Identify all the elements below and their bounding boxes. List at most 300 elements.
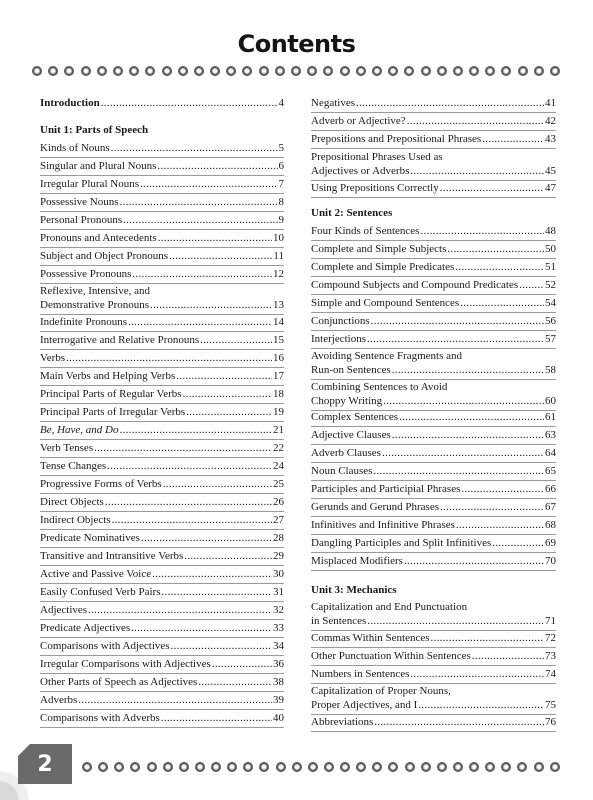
toc-entry	[311, 380, 556, 408]
toc-entry	[311, 296, 556, 310]
toc-entry-title: Other Punctuation Within Sentences	[311, 650, 471, 662]
toc-entry	[40, 213, 284, 227]
entry-divider	[311, 197, 556, 198]
dot-leader	[112, 513, 272, 527]
toc-entry-title: in Sentences	[311, 615, 367, 627]
entry-divider	[311, 130, 556, 131]
dot-leader	[460, 296, 544, 310]
spiral-ring-icon	[517, 762, 527, 772]
toc-entry	[40, 513, 284, 527]
toc-entry	[311, 114, 556, 128]
toc-entry-title: Noun Clauses	[311, 465, 373, 477]
dot-leader	[105, 495, 272, 509]
entry-divider	[311, 180, 556, 181]
entry-divider	[311, 379, 556, 380]
toc-entry-page: 50	[545, 243, 556, 255]
entry-divider	[311, 276, 556, 277]
spiral-ring-icon	[340, 66, 350, 76]
toc-entry-page: 17	[273, 370, 284, 382]
toc-entry-page: 65	[545, 465, 556, 477]
toc-entry-page: 10	[273, 232, 284, 244]
spiral-ring-icon	[259, 66, 269, 76]
entry-divider	[40, 709, 284, 710]
entry-divider	[40, 157, 284, 158]
spiral-ring-icon	[81, 66, 91, 76]
toc-entry-title: Principal Parts of Irregular Verbs	[40, 406, 186, 418]
spiral-ring-icon	[453, 66, 463, 76]
toc-entry-title: Adjective Clauses	[311, 429, 391, 441]
toc-entry-title: Comparisons with Adverbs	[40, 712, 160, 724]
unit-heading	[311, 206, 556, 220]
spiral-ring-icon	[324, 762, 334, 772]
toc-entry	[311, 349, 556, 377]
spiral-ring-icon	[501, 66, 511, 76]
dot-leader	[131, 621, 272, 635]
entry-divider	[311, 647, 556, 648]
toc-entry	[311, 314, 556, 328]
toc-entry-title: Choppy Writing	[311, 395, 383, 407]
toc-entry-page: 76	[545, 716, 556, 728]
entry-divider	[311, 665, 556, 666]
spiral-ring-icon	[323, 66, 333, 76]
toc-entry	[40, 195, 284, 209]
toc-entry	[311, 500, 556, 514]
spiral-ring-icon	[518, 66, 528, 76]
spiral-ring-icon	[145, 66, 155, 76]
entry-divider	[40, 655, 284, 656]
toc-entry	[40, 441, 284, 455]
toc-entry-page: 8	[278, 196, 284, 208]
dot-leader	[186, 405, 272, 419]
toc-entry-page: 60	[545, 395, 556, 407]
toc-entry-page: 21	[273, 424, 284, 436]
spiral-ring-icon	[129, 66, 139, 76]
toc-entry	[311, 428, 556, 442]
toc-entry-page: 70	[545, 555, 556, 567]
toc-entry-page: 7	[278, 178, 284, 190]
toc-entry-title: Using Prepositions Correctly	[311, 182, 439, 194]
toc-entry-page: 12	[273, 268, 284, 280]
dot-leader	[200, 333, 272, 347]
spiral-ring-icon	[534, 762, 544, 772]
spiral-ring-icon	[437, 66, 447, 76]
toc-entry	[311, 278, 556, 292]
dot-leader	[184, 549, 272, 563]
toc-entry-page: 58	[545, 364, 556, 376]
dot-leader	[382, 446, 544, 460]
toc-entry-title: Active and Passive Voice	[40, 568, 152, 580]
entry-divider	[40, 229, 284, 230]
spiral-ring-icon	[114, 762, 124, 772]
entry-divider	[311, 240, 556, 241]
toc-entry	[311, 482, 556, 496]
toc-entry-page: 27	[273, 514, 284, 526]
toc-entry-page: 16	[273, 352, 284, 364]
spiral-ring-icon	[292, 762, 302, 772]
toc-entry-title-line1: Reflexive, Intensive, and	[40, 285, 150, 297]
spiral-ring-icon	[194, 66, 204, 76]
entry-divider	[311, 714, 556, 715]
toc-entry	[40, 333, 284, 347]
toc-entry-page: 26	[273, 496, 284, 508]
dot-leader	[410, 164, 544, 178]
dot-leader	[392, 428, 544, 442]
spiral-ring-icon	[64, 66, 74, 76]
toc-entry-title-line1: Avoiding Sentence Fragments and	[311, 350, 463, 362]
page-number: 2	[37, 751, 53, 777]
toc-entry	[311, 181, 556, 195]
dot-leader	[492, 536, 544, 550]
spiral-ring-icon	[421, 66, 431, 76]
page-title: Contents	[237, 30, 356, 58]
dot-leader	[356, 96, 544, 110]
toc-entry-page: 18	[273, 388, 284, 400]
toc-entry-title: Gerunds and Gerund Phrases	[311, 501, 439, 513]
dot-leader	[456, 518, 544, 532]
dot-leader	[407, 114, 544, 128]
dot-leader	[150, 298, 272, 312]
toc-entry-page: 75	[545, 699, 556, 711]
toc-entry-title: Prepositions and Prepositional Phrases	[311, 133, 482, 145]
toc-entry-title: Negatives	[311, 97, 355, 109]
toc-entry	[40, 405, 284, 419]
spiral-ring-row-top	[32, 66, 560, 76]
toc-entry-page: 24	[273, 460, 284, 472]
toc-entry-title: Predicate Adjectives	[40, 622, 131, 634]
entry-divider	[311, 148, 556, 149]
entry-divider	[311, 348, 556, 349]
dot-leader	[94, 441, 272, 455]
dot-leader	[157, 159, 277, 173]
toc-entry-title: Complete and Simple Predicates	[311, 261, 455, 273]
spiral-ring-icon	[388, 762, 398, 772]
toc-entry	[40, 267, 284, 281]
toc-entry-page: 66	[545, 483, 556, 495]
toc-entry	[40, 423, 284, 437]
toc-entry-title: Subject and Object Pronouns	[40, 250, 169, 262]
dot-leader	[120, 195, 278, 209]
toc-entry-title: Be, Have, and Do	[40, 424, 119, 436]
dot-leader	[367, 614, 544, 628]
toc-entry	[40, 585, 284, 599]
toc-entry-title: Irregular Plural Nouns	[40, 178, 139, 190]
toc-entry-title: Main Verbs and Helping Verbs	[40, 370, 176, 382]
entry-divider	[40, 403, 284, 404]
toc-entry-title: Irregular Comparisons with Adjectives	[40, 658, 211, 670]
toc-entry	[40, 477, 284, 491]
toc-entry-title: Adverb Clauses	[311, 447, 381, 459]
toc-entry	[40, 495, 284, 509]
entry-divider	[311, 410, 556, 411]
toc-entry-title-line1: Capitalization of Proper Nouns,	[311, 685, 451, 697]
dot-leader	[140, 177, 278, 191]
toc-entry-page: 52	[545, 279, 556, 291]
toc-entry-title: Introduction	[40, 97, 100, 109]
dot-leader	[431, 631, 544, 645]
dot-leader	[383, 394, 544, 408]
toc-entry	[40, 231, 284, 245]
toc-entry-page: 51	[545, 261, 556, 273]
toc-entry-title: Conjunctions	[311, 315, 370, 327]
toc-entry-title: Adjectives or Adverbs	[311, 165, 410, 177]
spiral-ring-icon	[227, 762, 237, 772]
toc-entry-title: Other Parts of Speech as Adjectives	[40, 676, 198, 688]
toc-entry-page: 56	[545, 315, 556, 327]
toc-entry-page: 39	[273, 694, 284, 706]
toc-entry	[311, 554, 556, 568]
spiral-ring-icon	[98, 762, 108, 772]
spiral-ring-icon	[356, 762, 366, 772]
toc-entry	[311, 649, 556, 663]
toc-entry-title: Direct Objects	[40, 496, 104, 508]
entry-divider	[40, 511, 284, 512]
entry-divider	[40, 367, 284, 368]
spiral-ring-icon	[469, 66, 479, 76]
toc-entry	[40, 603, 284, 617]
entry-divider	[40, 619, 284, 620]
spiral-ring-icon	[405, 762, 415, 772]
toc-entry	[311, 224, 556, 238]
toc-entry-title: Verbs	[40, 352, 66, 364]
toc-entry-title: Possessive Nouns	[40, 196, 119, 208]
toc-entry-title: Dangling Participles and Split Infinitives	[311, 537, 492, 549]
entry-divider	[40, 349, 284, 350]
toc-entry	[40, 531, 284, 545]
toc-entry-title: Indirect Objects	[40, 514, 111, 526]
entry-divider	[311, 330, 556, 331]
toc-entry-title: Numbers in Sentences	[311, 668, 410, 680]
toc-entry-title: Complex Sentences	[311, 411, 399, 423]
toc-entry-title-line1: Capitalization and End Punctuation	[311, 601, 468, 613]
entry-divider	[40, 385, 284, 386]
spiral-ring-icon	[195, 762, 205, 772]
spiral-ring-icon	[32, 66, 42, 76]
entry-divider	[311, 480, 556, 481]
spiral-ring-icon	[501, 762, 511, 772]
toc-entry-title: Principal Parts of Regular Verbs	[40, 388, 182, 400]
entry-divider	[40, 193, 284, 194]
entry-divider	[311, 731, 556, 732]
entry-divider	[311, 516, 556, 517]
spiral-ring-icon	[356, 66, 366, 76]
toc-entry-page: 30	[273, 568, 284, 580]
spiral-ring-icon	[162, 66, 172, 76]
spiral-ring-icon	[307, 66, 317, 76]
unit-heading	[40, 123, 284, 137]
dot-leader	[410, 667, 544, 681]
toc-entry-title: Adverbs	[40, 694, 78, 706]
entry-divider	[40, 247, 284, 248]
toc-entry-page: 15	[273, 334, 284, 346]
spiral-ring-icon	[130, 762, 140, 772]
entry-divider	[311, 683, 556, 684]
toc-entry-title: Interrogative and Relative Pronouns	[40, 334, 200, 346]
toc-entry-title: Verb Tenses	[40, 442, 94, 454]
dot-leader	[123, 213, 277, 227]
dot-leader	[373, 464, 544, 478]
spiral-ring-icon	[210, 66, 220, 76]
toc-entry-title: Progressive Forms of Verbs	[40, 478, 162, 490]
toc-entry-title: Infinitives and Infinitive Phrases	[311, 519, 455, 531]
entry-divider	[311, 630, 556, 631]
spiral-ring-icon	[275, 66, 285, 76]
entry-divider	[311, 444, 556, 445]
dot-leader	[128, 315, 272, 329]
entry-divider	[40, 331, 284, 332]
toc-entry	[40, 459, 284, 473]
toc-entry-page: 72	[545, 632, 556, 644]
dot-leader	[455, 260, 544, 274]
dot-leader	[120, 423, 272, 437]
toc-entry	[40, 249, 284, 263]
dot-leader	[392, 363, 544, 377]
toc-entry	[40, 177, 284, 191]
spiral-ring-icon	[226, 66, 236, 76]
spiral-ring-icon	[485, 66, 495, 76]
toc-entry-page: 4	[278, 97, 284, 109]
spiral-ring-icon	[259, 762, 269, 772]
entry-divider	[40, 727, 284, 728]
toc-entry	[311, 132, 556, 146]
toc-entry	[40, 369, 284, 383]
toc-entry-title: Proper Adjectives, and I	[311, 699, 418, 711]
entry-divider	[40, 475, 284, 476]
toc-entry-page: 28	[273, 532, 284, 544]
toc-entry	[40, 657, 284, 671]
toc-entry-title: Run-on Sentences	[311, 364, 391, 376]
unit-heading	[311, 583, 556, 597]
toc-entry-title: Comparisons with Adjectives	[40, 640, 170, 652]
toc-entry	[40, 675, 284, 689]
toc-entry-page: 34	[273, 640, 284, 652]
toc-entry-title: Easily Confused Verb Pairs	[40, 586, 161, 598]
toc-entry-page: 11	[273, 250, 284, 262]
toc-entry	[311, 536, 556, 550]
dot-leader	[399, 410, 544, 424]
dot-leader	[161, 711, 272, 725]
spiral-ring-icon	[550, 66, 560, 76]
toc-entry-page: 22	[273, 442, 284, 454]
spiral-ring-icon	[340, 762, 350, 772]
entry-divider	[40, 601, 284, 602]
spiral-ring-icon	[113, 66, 123, 76]
toc-entry-title: Possessive Pronouns	[40, 268, 132, 280]
toc-entry-page: 61	[545, 411, 556, 423]
toc-entry	[40, 693, 284, 707]
dot-leader	[161, 585, 272, 599]
toc-entry-page: 69	[545, 537, 556, 549]
entry-divider	[40, 565, 284, 566]
toc-entry-title-line1: Prepositional Phrases Used as	[311, 151, 443, 163]
spiral-ring-icon	[82, 762, 92, 772]
entry-divider	[40, 529, 284, 530]
spiral-ring-icon	[388, 66, 398, 76]
spiral-ring-icon	[453, 762, 463, 772]
entry-divider	[40, 314, 284, 315]
toc-entry-title: Kinds of Nouns	[40, 142, 110, 154]
entry-divider	[40, 691, 284, 692]
spiral-ring-icon	[211, 762, 221, 772]
toc-entry-page: 45	[545, 165, 556, 177]
toc-entry	[40, 567, 284, 581]
entry-divider	[40, 265, 284, 266]
spiral-ring-icon	[276, 762, 286, 772]
toc-entry-page: 31	[273, 586, 284, 598]
toc-entry-page: 6	[278, 160, 284, 172]
toc-entry-title: Adjectives	[40, 604, 88, 616]
entry-divider	[311, 258, 556, 259]
dot-leader	[141, 531, 272, 545]
spiral-ring-icon	[437, 762, 447, 772]
entry-divider	[311, 498, 556, 499]
toc-entry	[40, 284, 284, 312]
spiral-ring-row-bottom	[82, 762, 560, 772]
dot-leader	[152, 567, 272, 581]
spiral-ring-icon	[147, 762, 157, 772]
entry-divider	[311, 426, 556, 427]
toc-entry-page: 40	[273, 712, 284, 724]
toc-entry-title: Singular and Plural Nouns	[40, 160, 157, 172]
entry-divider	[40, 457, 284, 458]
dot-leader	[88, 603, 272, 617]
toc-entry	[311, 410, 556, 424]
toc-entry	[311, 150, 556, 178]
toc-entry-page: 71	[545, 615, 556, 627]
dot-leader	[183, 387, 272, 401]
entry-divider	[40, 439, 284, 440]
dot-leader	[472, 649, 544, 663]
entry-divider	[40, 637, 284, 638]
dot-leader	[519, 278, 544, 292]
toc-entry-page: 5	[278, 142, 284, 154]
dot-leader	[111, 141, 278, 155]
entry-divider	[311, 112, 556, 113]
toc-entry-page: 14	[273, 316, 284, 328]
entry-divider	[40, 547, 284, 548]
unit-heading-text: Unit 3: Mechanics	[311, 584, 397, 596]
toc-entry-page: 47	[545, 182, 556, 194]
toc-entry-page: 41	[545, 97, 556, 109]
toc-entry-title: Complete and Simple Subjects	[311, 243, 447, 255]
spiral-ring-icon	[550, 762, 560, 772]
toc-entry-title-line1: Combining Sentences to Avoid	[311, 381, 448, 393]
toc-entry	[311, 667, 556, 681]
toc-entry	[40, 387, 284, 401]
toc-entry-title: Indefinite Pronouns	[40, 316, 128, 328]
toc-entry-page: 74	[545, 668, 556, 680]
entry-divider	[311, 462, 556, 463]
dot-leader	[107, 459, 272, 473]
dot-leader	[440, 500, 544, 514]
spiral-ring-icon	[242, 66, 252, 76]
toc-entry	[311, 684, 556, 712]
toc-entry-title: Simple and Compound Sentences	[311, 297, 460, 309]
spiral-ring-icon	[178, 66, 188, 76]
dot-leader	[158, 231, 272, 245]
dot-leader	[212, 657, 272, 671]
dot-leader	[447, 242, 544, 256]
toc-entry	[311, 518, 556, 532]
entry-divider	[40, 583, 284, 584]
unit-heading-text: Unit 2: Sentences	[311, 207, 393, 219]
spiral-ring-icon	[97, 66, 107, 76]
toc-entry	[311, 332, 556, 346]
toc-entry-title: Transitive and Intransitive Verbs	[40, 550, 184, 562]
spiral-ring-icon	[372, 762, 382, 772]
dot-leader	[461, 482, 544, 496]
spiral-ring-icon	[243, 762, 253, 772]
spiral-ring-icon	[163, 762, 173, 772]
